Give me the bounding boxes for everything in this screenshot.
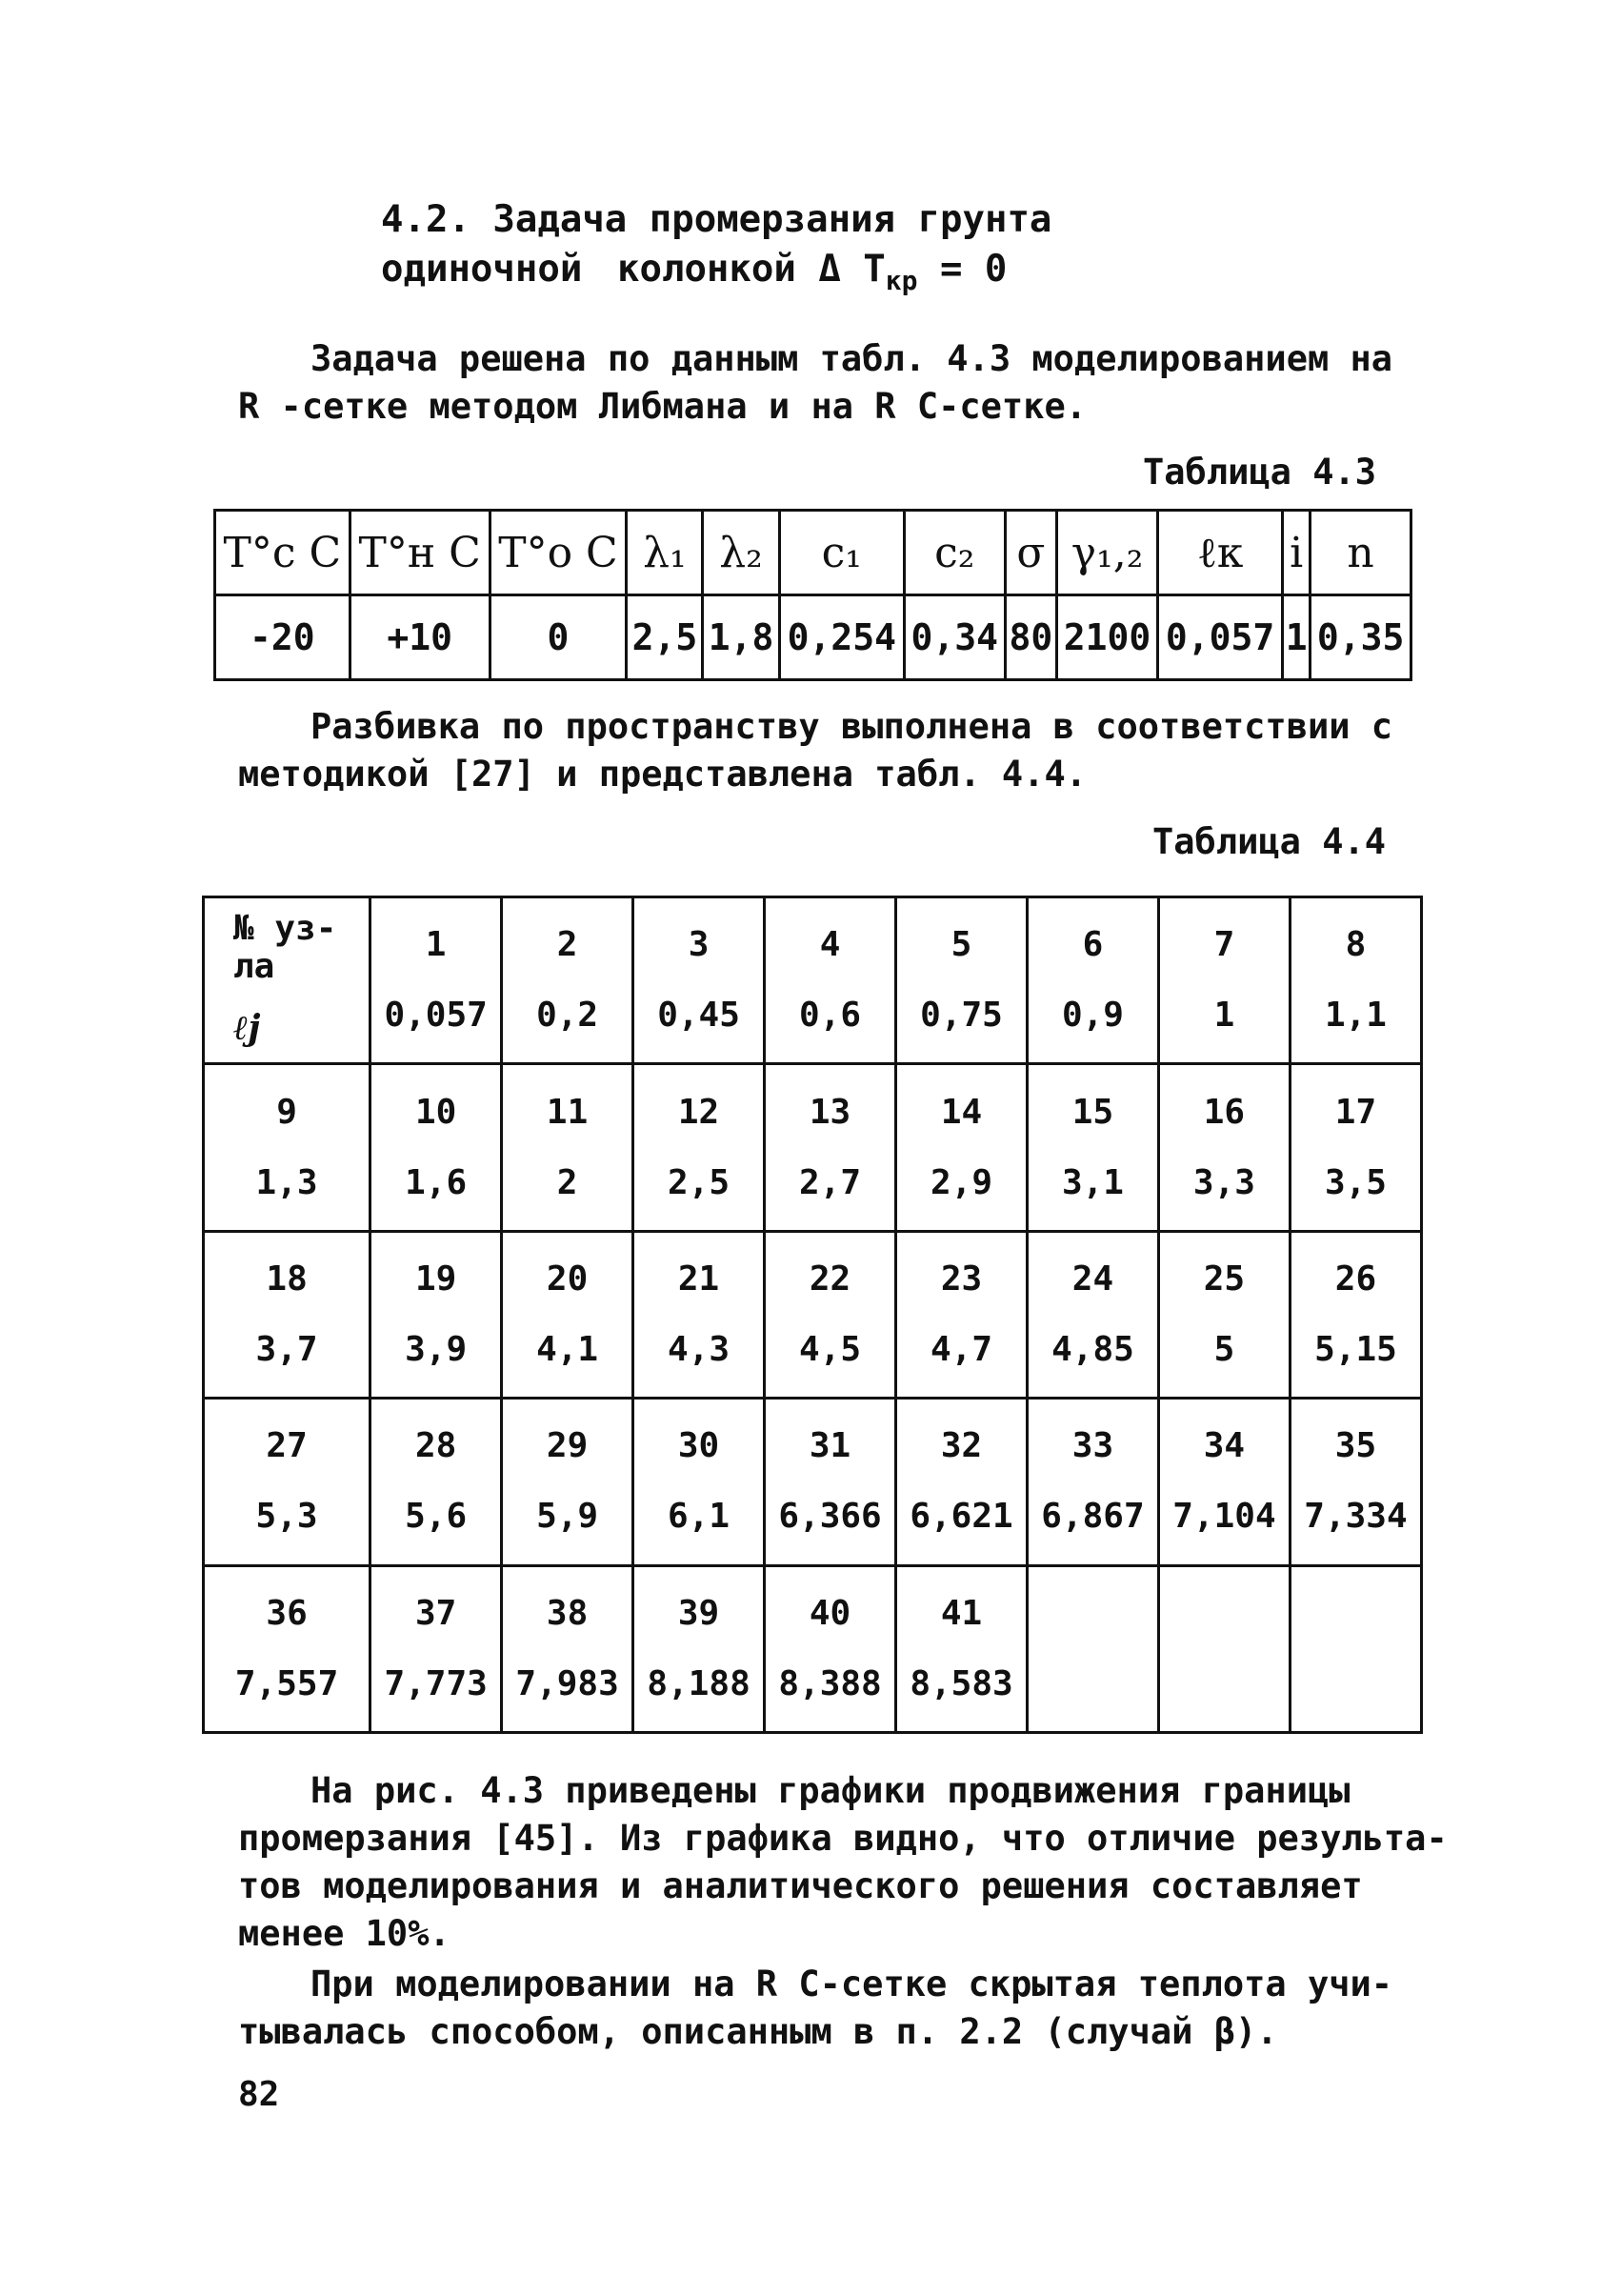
- table-4-4: [202, 896, 1423, 1734]
- node-number: 28: [414, 1426, 457, 1466]
- table-4-4-cell: [1027, 1399, 1158, 1565]
- table-4-3-value-row: [215, 595, 1411, 680]
- table-4-4-row: [204, 1231, 1422, 1398]
- node-number: 37: [414, 1593, 457, 1633]
- node-radius: 0,2: [536, 996, 599, 1036]
- table-4-4-row: [204, 1064, 1422, 1231]
- table-4-4-cell: [502, 897, 633, 1064]
- intro-line-2: R -сетке методом Либмана и на R C-сетке.: [238, 386, 1088, 427]
- table-4-4-cell: [204, 1064, 370, 1231]
- table-4-3-header-cell: λ₂: [703, 511, 779, 595]
- table-4-4-cell: [765, 1565, 896, 1732]
- node-radius: [1029, 1649, 1157, 1720]
- results-line-1: На рис. 4.3 приведены графики продвижения границы: [310, 1770, 1351, 1811]
- table-4-4-cell: [370, 897, 502, 1064]
- table-4-3-value-cell: 0,057: [1157, 595, 1282, 680]
- table-4-3-header-row: [215, 511, 1411, 595]
- table-4-4-cell: [1027, 1064, 1158, 1231]
- table-4-4-cell: [633, 1064, 765, 1231]
- table-4-3-value-cell: 1,8: [703, 595, 779, 680]
- node-radius: 7,334: [1304, 1497, 1408, 1537]
- node-number: 36: [266, 1593, 308, 1633]
- node-number: 27: [266, 1426, 308, 1466]
- node-radius: 0,9: [1061, 996, 1124, 1036]
- table-4-3-header-cell: γ₁,₂: [1057, 511, 1158, 595]
- node-radius: 6,621: [910, 1497, 1013, 1537]
- node-number: 23: [940, 1259, 983, 1299]
- table-4-4-cell: [1158, 1399, 1290, 1565]
- node-radius: 8,188: [647, 1663, 750, 1703]
- node-number: 9: [276, 1092, 297, 1132]
- table-4-4-cell: [896, 1565, 1028, 1732]
- page-number: 82: [238, 2075, 280, 2114]
- node-radius: [1160, 1649, 1289, 1720]
- node-number: 30: [677, 1426, 720, 1466]
- table-4-4-row: [204, 1565, 1422, 1732]
- node-number: 20: [546, 1259, 589, 1299]
- node-radius: 5,9: [536, 1497, 599, 1537]
- table-4-3-value-cell: +10: [350, 595, 490, 680]
- node-number: 7: [1213, 925, 1235, 965]
- node-radius: 0,057: [384, 996, 488, 1036]
- table-4-4-cell: [204, 1231, 370, 1398]
- table-4-4-cell: [204, 1565, 370, 1732]
- table-4-4-cell: [502, 1565, 633, 1732]
- results-line-2: промерзания [45]. Из графика видно, что отличие результа-: [238, 1818, 1448, 1859]
- table-4-4-cell: [370, 1399, 502, 1565]
- latent-heat-line-2: тывалась способом, описанным в п. 2.2 (случай β).: [238, 2011, 1278, 2052]
- table-4-4-cell: [896, 897, 1028, 1064]
- node-number: 17: [1334, 1092, 1377, 1132]
- intro-line-1: Задача решена по данным табл. 4.3 моделированием на: [310, 338, 1393, 379]
- table-4-3-value-cell: 1: [1283, 595, 1311, 680]
- node-radius: 0,45: [657, 996, 740, 1036]
- table-4-3-value-cell: 0,35: [1311, 595, 1411, 680]
- node-number: 16: [1203, 1092, 1246, 1132]
- node-number: 33: [1071, 1426, 1114, 1466]
- node-number: 14: [940, 1092, 983, 1132]
- node-number: [1029, 1579, 1157, 1649]
- table-4-3-header-cell: λ₁: [627, 511, 703, 595]
- node-radius: 6,366: [778, 1497, 882, 1537]
- node-radius: 3,9: [405, 1329, 468, 1369]
- node-number: 18: [266, 1259, 308, 1299]
- node-radius: 2,5: [668, 1162, 730, 1202]
- node-number: 6: [1082, 925, 1104, 965]
- table-4-4-cell: [1290, 1231, 1421, 1398]
- node-radius: 7,104: [1172, 1497, 1276, 1537]
- node-radius: 2,9: [930, 1162, 993, 1202]
- table-4-4-row: [204, 897, 1422, 1064]
- node-radius: 4,5: [799, 1329, 862, 1369]
- node-number: 22: [809, 1259, 851, 1299]
- table-4-4-cell: [1158, 1565, 1290, 1732]
- table-4-4-caption: Таблица 4.4: [1152, 821, 1387, 862]
- table-4-4-cell: [765, 1064, 896, 1231]
- node-radius: 6,867: [1041, 1497, 1145, 1537]
- table-4-4-cell: [1290, 1064, 1421, 1231]
- table-4-3-header-cell: T°c C: [215, 511, 350, 595]
- heading-line-2-prefix: колонкой Δ T: [617, 248, 886, 291]
- node-number: 26: [1334, 1259, 1377, 1299]
- table-4-3-header-cell: i: [1283, 511, 1311, 595]
- heading-line-1: 4.2. Задача промерзания грунта одиночной: [381, 198, 1052, 291]
- node-number: 11: [546, 1092, 589, 1132]
- node-radius: 1,6: [405, 1162, 468, 1202]
- node-number: 19: [414, 1259, 457, 1299]
- heading-line-2-subscript: кр: [885, 264, 918, 296]
- node-number: 3: [688, 925, 710, 965]
- node-number: 5: [951, 925, 972, 965]
- node-radius: 2,7: [799, 1162, 862, 1202]
- table-4-4-cell: [633, 897, 765, 1064]
- node-number: 32: [940, 1426, 983, 1466]
- node-radius: 4,7: [930, 1329, 993, 1369]
- node-radius: [1291, 1649, 1420, 1720]
- table-4-4-cell: [633, 1565, 765, 1732]
- table-4-3-value-cell: 2,5: [627, 595, 703, 680]
- table-4-3-header-cell: T°o C: [490, 511, 627, 595]
- table-4-3-header-cell: n: [1311, 511, 1411, 595]
- node-number: 21: [677, 1259, 720, 1299]
- table-4-4-cell: [502, 1399, 633, 1565]
- node-radius: 2: [556, 1162, 578, 1202]
- node-number: 40: [809, 1593, 851, 1633]
- table-4-4-cell: [1290, 897, 1421, 1064]
- node-radius: 0,75: [920, 996, 1003, 1036]
- table-4-4-cell: [1158, 1231, 1290, 1398]
- node-radius: 5,3: [255, 1497, 318, 1537]
- table-4-3-value-cell: 0: [490, 595, 627, 680]
- partition-line-1: Разбивка по пространству выполнена в соответствии с: [310, 706, 1393, 747]
- node-number: 8: [1345, 925, 1367, 965]
- node-radius: 4,1: [536, 1329, 599, 1369]
- latent-heat-paragraph: [238, 1961, 1429, 2056]
- node-number: 29: [546, 1426, 589, 1466]
- node-number: 10: [414, 1092, 457, 1132]
- node-radius: 3,3: [1192, 1162, 1255, 1202]
- table-4-4-cell: [1290, 1399, 1421, 1565]
- node-number: 15: [1071, 1092, 1114, 1132]
- table-4-4-cell: [370, 1565, 502, 1732]
- node-radius: 5,15: [1314, 1329, 1397, 1369]
- radius-label: ℓj: [233, 1008, 261, 1049]
- node-radius: 7,557: [234, 1663, 339, 1703]
- node-number: 25: [1203, 1259, 1246, 1299]
- table-4-4-cell: [502, 1231, 633, 1398]
- node-number: 39: [677, 1593, 720, 1633]
- partition-paragraph: [238, 703, 1429, 798]
- table-4-4-cell: [1158, 1064, 1290, 1231]
- node-number: 24: [1071, 1259, 1114, 1299]
- node-number: 38: [546, 1593, 589, 1633]
- node-radius: 1,3: [255, 1162, 318, 1202]
- node-number: 13: [809, 1092, 851, 1132]
- table-4-3-value-cell: 0,34: [904, 595, 1005, 680]
- table-4-3-header-cell: T°н C: [350, 511, 490, 595]
- node-number: [1160, 1579, 1289, 1649]
- node-radius: 7,773: [384, 1663, 488, 1703]
- node-number-label: № уз- ла: [233, 909, 337, 987]
- node-radius: 5,6: [405, 1497, 468, 1537]
- table-4-4-cell: [1027, 1231, 1158, 1398]
- results-paragraph: [238, 1767, 1448, 1958]
- node-number: [1291, 1579, 1420, 1649]
- table-4-4-cell: [370, 1231, 502, 1398]
- node-number: 2: [556, 925, 578, 965]
- node-radius: 3,7: [255, 1329, 318, 1369]
- table-4-3-caption: Таблица 4.3: [1143, 452, 1377, 493]
- table-4-4-label-cell: [204, 897, 370, 1064]
- partition-line-2: методикой [27] и представлена табл. 4.4.: [238, 754, 1088, 795]
- heading-line-2-suffix: = 0: [917, 248, 1008, 291]
- node-radius: 5: [1213, 1329, 1235, 1369]
- table-4-3-value-cell: 80: [1005, 595, 1057, 680]
- table-4-4-cell: [370, 1064, 502, 1231]
- table-4-4-cell: [204, 1399, 370, 1565]
- table-4-4-cell: [896, 1064, 1028, 1231]
- node-number: 1: [425, 925, 447, 965]
- table-4-4-cell: [896, 1399, 1028, 1565]
- table-4-4-cell: [1158, 897, 1290, 1064]
- table-4-4-cell: [896, 1231, 1028, 1398]
- node-radius: 4,3: [668, 1329, 730, 1369]
- table-4-3-header-cell: c₂: [904, 511, 1005, 595]
- table-4-3-value-cell: 0,254: [779, 595, 904, 680]
- table-4-4-cell: [1290, 1565, 1421, 1732]
- node-number: 4: [819, 925, 841, 965]
- node-number: 12: [677, 1092, 720, 1132]
- node-radius: 3,5: [1324, 1162, 1387, 1202]
- node-radius: 0,6: [799, 996, 862, 1036]
- table-4-3: [213, 509, 1412, 681]
- table-4-3-value-cell: -20: [215, 595, 350, 680]
- table-4-4-cell: [765, 1231, 896, 1398]
- node-radius: 7,983: [515, 1663, 619, 1703]
- table-4-4-cell: [765, 1399, 896, 1565]
- node-number: 41: [940, 1593, 983, 1633]
- table-4-4-cell: [502, 1064, 633, 1231]
- node-radius: 1,1: [1324, 996, 1387, 1036]
- results-line-3: тов моделирования и аналитического решения составляет: [238, 1865, 1363, 1906]
- table-4-4-cell: [765, 897, 896, 1064]
- heading-line-2: [617, 245, 1093, 306]
- node-radius: 4,85: [1051, 1329, 1134, 1369]
- node-radius: 3,1: [1061, 1162, 1124, 1202]
- node-number: 31: [809, 1426, 851, 1466]
- table-4-4-cell: [633, 1231, 765, 1398]
- table-4-3-value-cell: 2100: [1057, 595, 1158, 680]
- node-number: 35: [1334, 1426, 1377, 1466]
- results-line-4: менее 10%.: [238, 1913, 450, 1954]
- table-4-3-header-cell: c₁: [779, 511, 904, 595]
- node-radius: 1: [1213, 996, 1235, 1036]
- table-4-3-header-cell: ℓк: [1157, 511, 1282, 595]
- node-radius: 8,388: [778, 1663, 882, 1703]
- table-4-4-cell: [1027, 897, 1158, 1064]
- node-number: 34: [1203, 1426, 1246, 1466]
- intro-paragraph: [238, 335, 1429, 431]
- table-4-4-cell: [1027, 1565, 1158, 1732]
- node-radius: 8,583: [910, 1663, 1013, 1703]
- node-radius: 6,1: [668, 1497, 730, 1537]
- table-4-4-cell: [633, 1399, 765, 1565]
- table-4-4-row: [204, 1399, 1422, 1565]
- table-4-3-header-cell: σ: [1005, 511, 1057, 595]
- latent-heat-line-1: При моделировании на R C-сетке скрытая теплота учи-: [310, 1964, 1393, 2004]
